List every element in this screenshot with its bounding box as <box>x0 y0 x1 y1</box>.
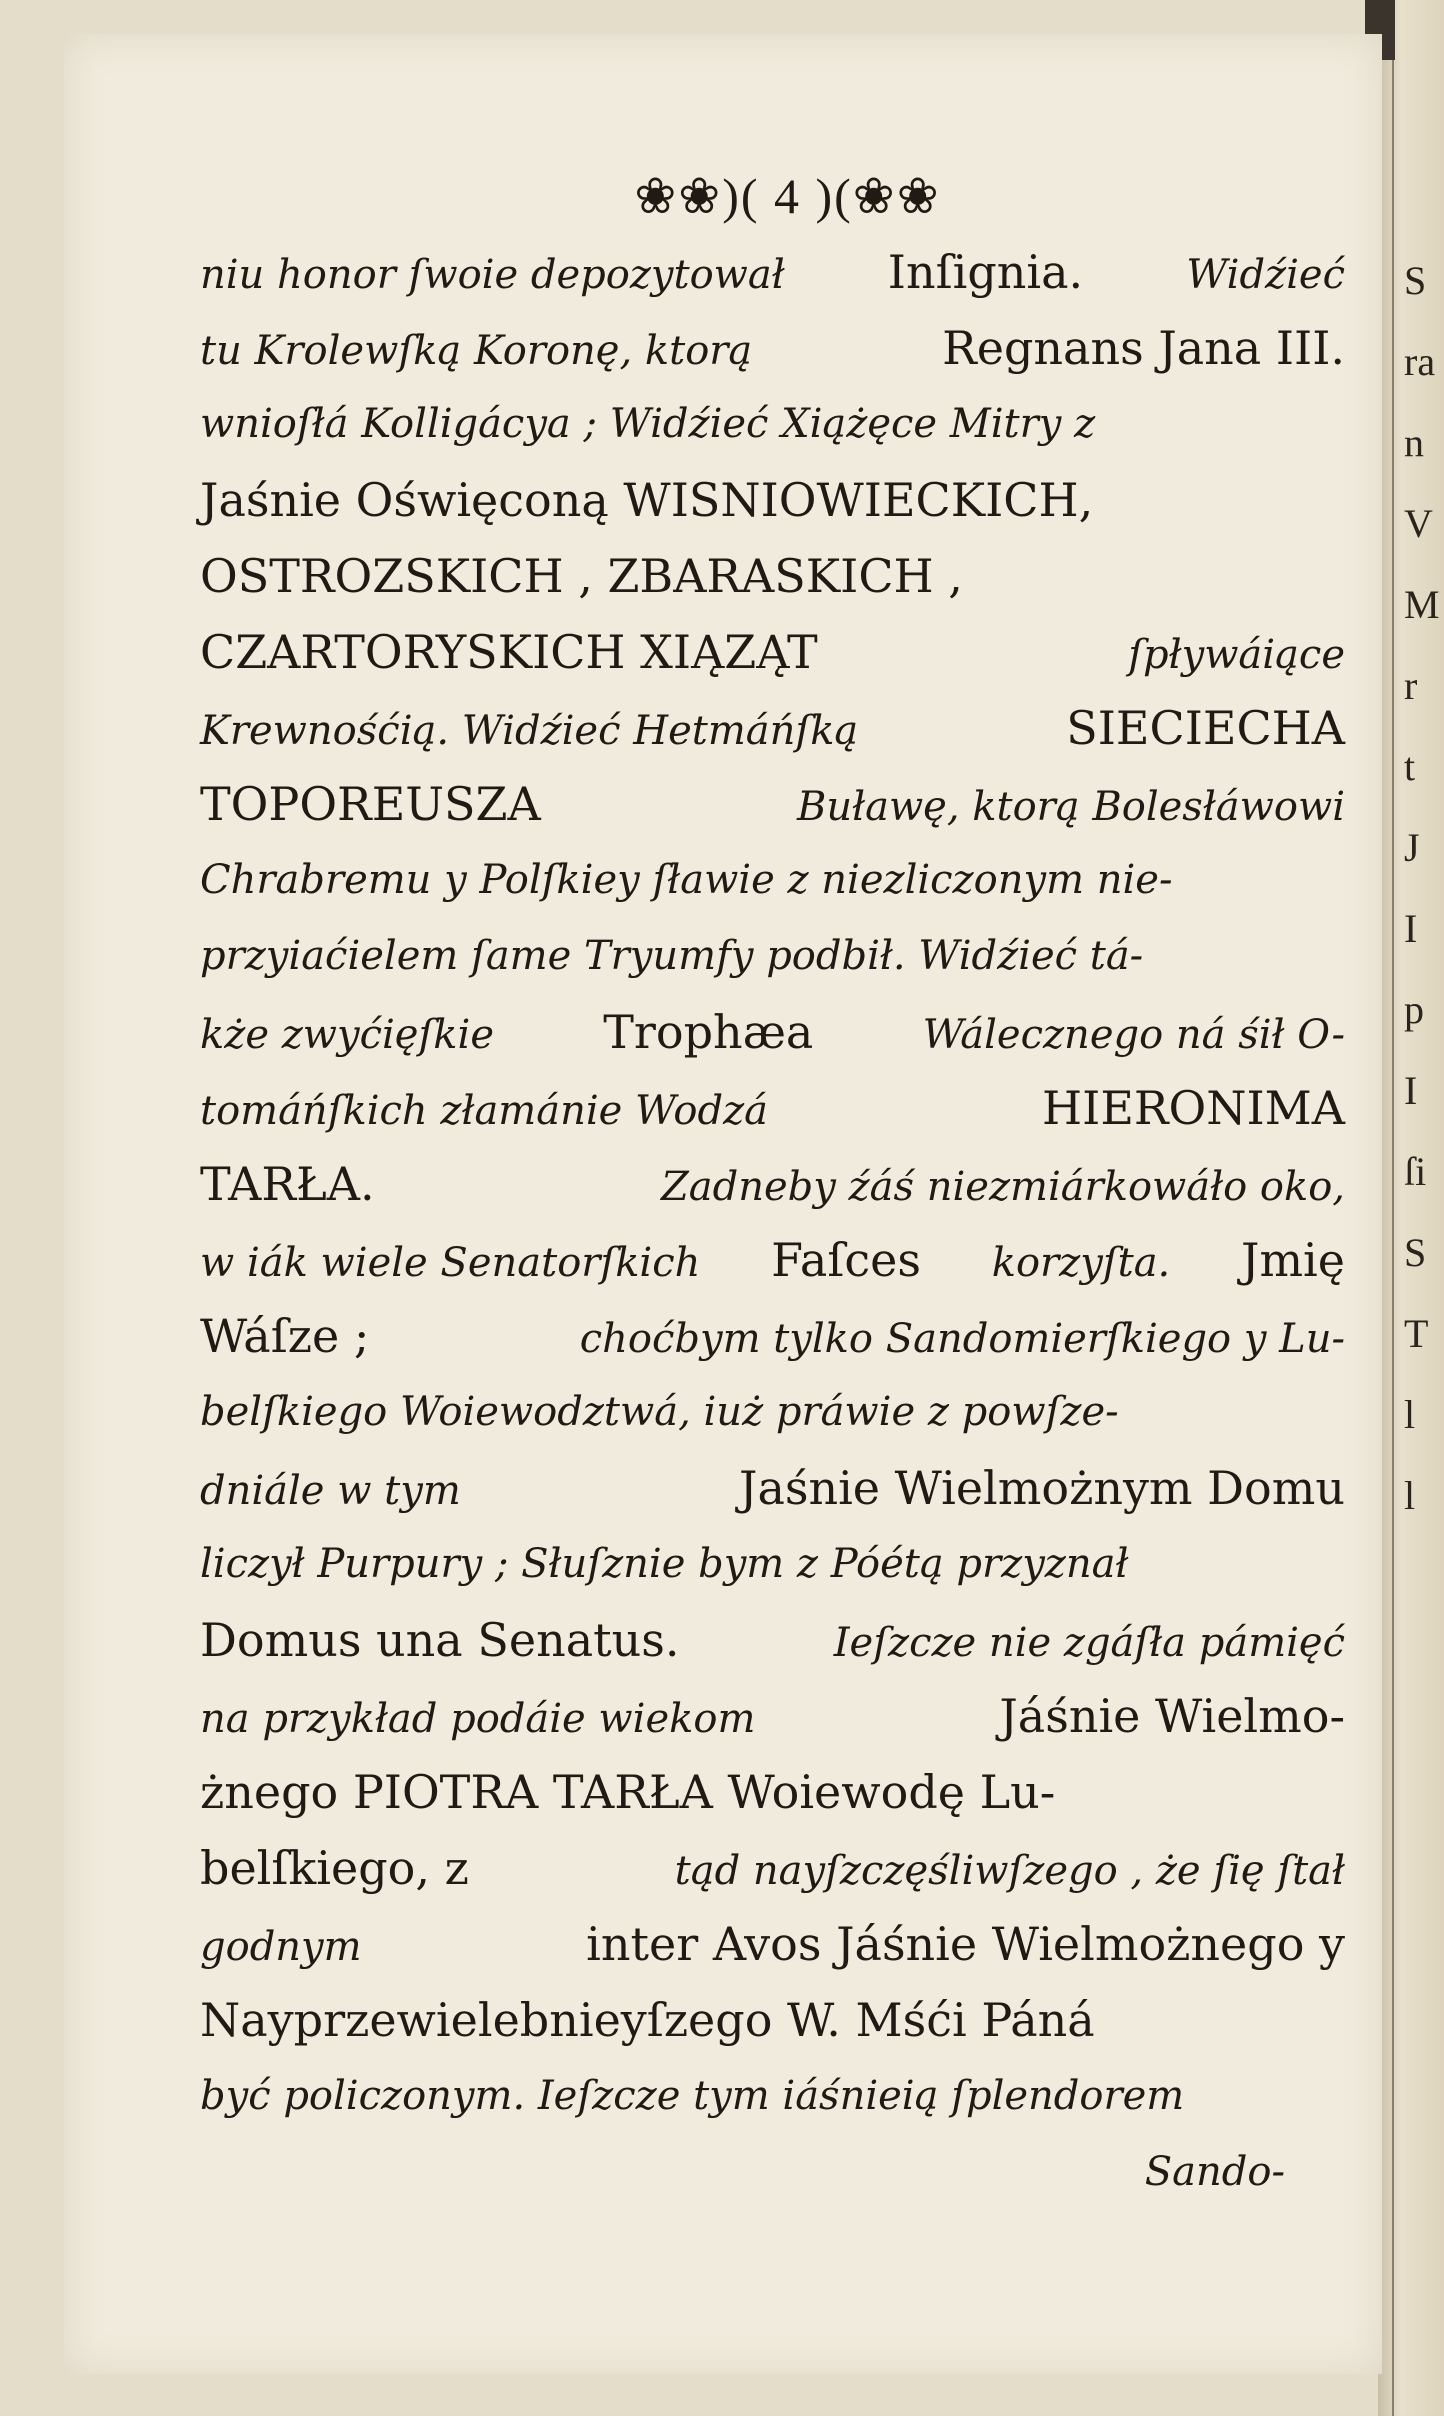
text-line <box>200 234 1345 310</box>
italic-segment: ſpływáiące <box>1128 632 1345 678</box>
roman-segment: TARŁA. <box>200 1157 375 1211</box>
italic-segment: Krewnośćią. Widźieć Hetmáńſką <box>200 708 859 754</box>
italic-segment: Widźieć <box>1186 252 1345 298</box>
text-line <box>200 918 1345 994</box>
roman-segment: Wáſze ; <box>200 1309 370 1363</box>
roman-segment: CZARTORYSKICH XIĄZĄT <box>200 625 818 679</box>
roman-segment: Inſignia. <box>887 245 1084 299</box>
roman-segment: TOPOREUSZA <box>200 777 541 831</box>
facing-letter: S <box>1404 258 1427 303</box>
roman-segment: Faſces <box>771 1233 921 1287</box>
facing-letter: ſi <box>1404 1149 1427 1194</box>
roman-segment: Nayprzewielebnieyſzego W. Mśći Páná <box>200 1993 1095 2047</box>
text-line <box>200 386 1345 462</box>
italic-segment: niu honor ſwoie depozytował <box>200 252 785 298</box>
italic-segment: Zadneby źáś niezmiárkowáło oko, <box>660 1164 1345 1210</box>
facing-letter: I <box>1404 906 1418 951</box>
text-line <box>200 1906 1345 1982</box>
roman-segment: żnego PIOTRA TARŁA Woiewodę Lu- <box>200 1765 1056 1819</box>
roman-segment: Jaśnie Oświęconą WISNIOWIECKICH, <box>200 473 1094 527</box>
text-line <box>200 1526 1345 1602</box>
text-line <box>200 310 1345 386</box>
italic-segment: Buławę, ktorą Bolesłáwowi <box>796 784 1345 830</box>
roman-segment: Regnans Jana III. <box>942 321 1345 375</box>
italic-segment: tu Krolewſką Koronę, ktorą <box>200 328 753 374</box>
italic-segment: wnioſłá Kolligácya ; Widźieć Xiążęce Mitry z <box>200 401 1096 447</box>
italic-segment: liczył Purpury ; Słuſznie bym z Póétą przyznał <box>200 1541 1129 1587</box>
facing-letter: V <box>1404 501 1433 546</box>
facing-page-fragment <box>1404 240 1444 1536</box>
spine-edge <box>1392 0 1394 2416</box>
page-header: ❀❀)( 4 )(❀❀ <box>634 168 941 224</box>
roman-segment: Trophæa <box>603 1005 814 1059</box>
italic-segment: tomáńſkich złamánie Wodzá <box>200 1088 769 1134</box>
text-line <box>200 1070 1345 1146</box>
facing-letter: t <box>1404 744 1416 789</box>
text-lines <box>200 234 1345 2134</box>
text-line <box>200 1678 1345 1754</box>
italic-segment: na przykład podáie wiekom <box>200 1696 756 1742</box>
facing-letter: l <box>1404 1473 1416 1518</box>
italic-segment: belſkiego Woiewodztwá, iuż práwie z powſze- <box>200 1389 1119 1435</box>
facing-letter: M <box>1404 582 1440 627</box>
italic-segment: tąd nayſzczęśliwſzego , że ſię ſtał <box>674 1848 1345 1894</box>
facing-letter: I <box>1404 1068 1418 1113</box>
roman-segment: OSTROZSKICH , ZBARASKICH , <box>200 549 963 603</box>
text-line <box>200 1982 1345 2058</box>
roman-segment: Jmię <box>1241 1233 1345 1287</box>
italic-segment: Chrabremu y Polſkiey ſławie z niezliczonym nie- <box>200 857 1173 903</box>
roman-segment: SIECIECHA <box>1066 701 1345 755</box>
roman-segment: Jáśnie Wielmo- <box>999 1689 1345 1743</box>
italic-segment: dniále w tym <box>200 1468 461 1514</box>
roman-segment: belſkiego, z <box>200 1841 469 1895</box>
italic-segment: w iák wiele Senatorſkich <box>200 1240 701 1286</box>
text-line <box>200 1830 1345 1906</box>
text-line <box>200 1450 1345 1526</box>
italic-segment: przyiaćielem ſame Tryumfy podbił. Widźieć tá- <box>200 933 1144 979</box>
facing-letter: n <box>1404 420 1424 465</box>
text-line <box>200 614 1345 690</box>
text-line <box>200 766 1345 842</box>
italic-segment: Wálecznego ná śił O- <box>922 1012 1345 1058</box>
roman-segment: HIERONIMA <box>1042 1081 1345 1135</box>
text-line <box>200 538 1345 614</box>
facing-letter: ra <box>1404 339 1436 384</box>
facing-letter: p <box>1404 987 1424 1032</box>
text-line <box>200 462 1345 538</box>
facing-letter: r <box>1404 663 1418 708</box>
italic-segment: być policzonym. Ieſzcze tym iáśnieią ſplendorem <box>200 2073 1185 2119</box>
facing-letter: l <box>1404 1392 1416 1437</box>
text-line <box>200 1146 1345 1222</box>
text-line <box>200 690 1345 766</box>
italic-segment: choćbym tylko Sandomierſkiego y Lu- <box>579 1316 1345 1362</box>
text-line <box>200 1298 1345 1374</box>
italic-segment: korzyſta. <box>991 1240 1171 1286</box>
italic-segment: godnym <box>200 1924 362 1970</box>
roman-segment: Jaśnie Wielmożnym Domu <box>739 1461 1345 1515</box>
text-line <box>200 842 1345 918</box>
text-line <box>200 1754 1345 1830</box>
text-line <box>200 1602 1345 1678</box>
text-line <box>200 1374 1345 1450</box>
roman-segment: inter Avos Jáśnie Wielmożnego y <box>586 1917 1345 1971</box>
text-line <box>200 994 1345 1070</box>
facing-letter: S <box>1404 1230 1427 1275</box>
catchword: Sando- <box>1144 2149 1285 2195</box>
page-text <box>200 158 1345 2210</box>
italic-segment: kże zwyćięſkie <box>200 1012 494 1058</box>
roman-segment: Domus una Senatus. <box>200 1613 680 1667</box>
text-line <box>200 1222 1345 1298</box>
facing-letter: T <box>1404 1311 1429 1356</box>
facing-letter: J <box>1404 825 1420 870</box>
text-line <box>200 2058 1345 2134</box>
italic-segment: Ieſzcze nie zgáſła pámięć <box>833 1620 1345 1666</box>
